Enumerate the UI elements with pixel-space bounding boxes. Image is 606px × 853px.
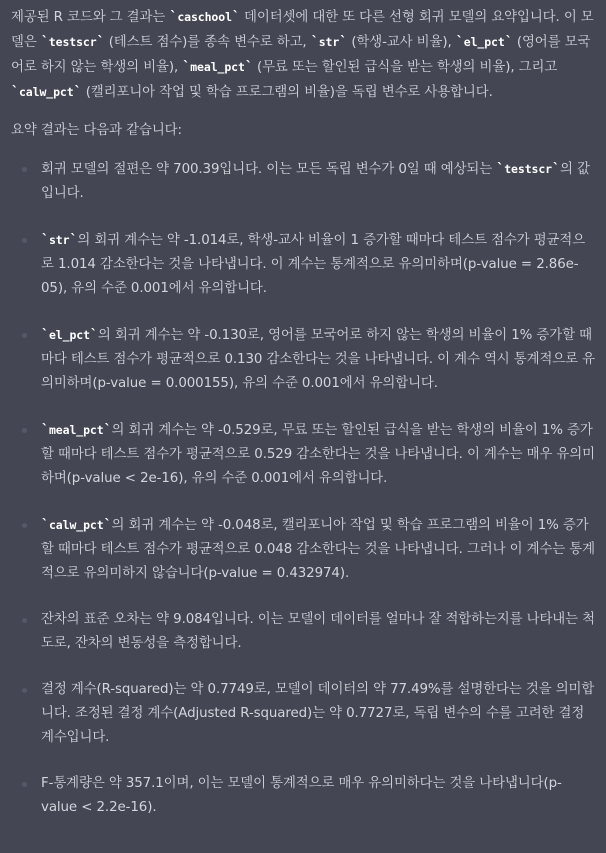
bullet-dot xyxy=(22,523,27,528)
code-tick: ` xyxy=(455,35,464,50)
inline-code-caschool: caschool xyxy=(177,10,232,24)
inline-code-meal-pct: meal_pct xyxy=(48,423,104,437)
code-tick: ` xyxy=(103,423,112,438)
code-tick: ` xyxy=(41,233,49,248)
code-tick: ` xyxy=(310,35,319,50)
bullet-dot xyxy=(22,333,27,338)
code-tick: ` xyxy=(169,10,178,25)
item-text: 회귀 모델의 절편은 약 700.39입니다. 이는 모든 독립 변수가 0일 때 예상되는 xyxy=(41,162,497,177)
code-tick: ` xyxy=(496,162,505,177)
inline-code-calw-pct: calw_pct xyxy=(18,85,74,99)
inline-code-el-pct: el_pct xyxy=(463,35,505,49)
code-tick: ` xyxy=(89,328,98,343)
bullet-dot xyxy=(22,167,27,172)
code-tick: ` xyxy=(41,328,49,343)
item-text: 의 회귀 계수는 약 -0.048로, 캘리포니아 작업 및 학습 프로그램의 비율이 1% 증가할 때마다 테스트 점수가 평균적으로 0.048 감소한다는 것을 나타냅니다. 그러나 이 계수는 통계적으로 유의미하지 않습니다(p-value = 0.432974). xyxy=(41,518,595,581)
code-tick: ` xyxy=(40,35,49,50)
item-text: F-통계량은 약 357.1이며, 이는 모델이 통계적으로 매우 유의미하다는 것을 나타냅니다(p-value < 2.2e-16). xyxy=(41,776,562,815)
bullet-dot xyxy=(22,782,27,787)
bullet-dot xyxy=(22,688,27,693)
inline-code-testscr: testscr xyxy=(504,162,552,176)
inline-code-str: str xyxy=(318,35,340,49)
summary-lead: 요약 결과는 다음과 같습니다: xyxy=(11,123,182,138)
item-text: 의 회귀 계수는 약 -0.130로, 영어를 모국어로 하지 않는 학생의 비율이 1% 증가할 때마다 테스트 점수가 평균적으로 0.130 감소한다는 것을 나타냅니다. 이 계수 역시 통계적으로 유의미하며(p-value = 0.000155), 유의 수준 0.001에서 유의합니다. xyxy=(41,328,595,391)
list-item xyxy=(11,418,596,491)
intro-text: (영어를 모국어로 하지 않는 학생의 비율), xyxy=(11,35,591,75)
intro-text: (무료 또는 할인된 급식을 받는 학생의 비율), 그리고 xyxy=(252,60,558,75)
bullet-dot xyxy=(22,238,27,243)
list-item xyxy=(11,228,596,301)
code-tick: ` xyxy=(504,35,513,50)
code-tick: ` xyxy=(244,60,253,75)
code-tick: ` xyxy=(339,35,348,50)
item-text: 잔차의 표준 오차는 약 9.084입니다. 이는 모델이 데이터를 얼마나 잘 적합하는지를 나타내는 척도로, 잔차의 변동성을 측정합니다. xyxy=(41,612,595,651)
code-tick: ` xyxy=(552,162,560,177)
item-text: 의 값입니다. xyxy=(41,162,590,201)
inline-code-str: str xyxy=(48,233,70,247)
code-tick: ` xyxy=(41,518,49,533)
intro-text: (학생-교사 비율), xyxy=(347,35,456,50)
bullet-dot xyxy=(22,428,27,433)
intro-text: 데이터셋에 대한 또 다른 선형 회귀 모델의 요약입니다. 이 모델은 xyxy=(11,10,594,50)
inline-code-meal-pct: meal_pct xyxy=(190,60,245,74)
code-tick: ` xyxy=(96,35,105,50)
list-item xyxy=(11,772,596,820)
list-item xyxy=(11,678,596,750)
list-item xyxy=(11,513,596,586)
item-text: 결정 계수(R-squared)는 약 0.7749로, 모델이 데이터의 약 77.49%를 설명한다는 것을 의미합니다. 조정된 결정 계수(Adjusted R-squared)는 약 0.7727로, 독립 변수의 수를 고려한 결정 계수입니다. xyxy=(41,682,595,745)
intro-text: (테스트 점수)를 종속 변수로 하고, xyxy=(104,35,311,50)
inline-code-calw-pct: calw_pct xyxy=(48,518,104,532)
intro-text: 제공된 R 코드와 그 결과는 xyxy=(11,10,170,25)
code-tick: ` xyxy=(182,60,191,75)
list-item xyxy=(11,323,596,396)
list-item xyxy=(11,157,596,206)
code-tick: ` xyxy=(73,85,82,100)
intro-paragraph xyxy=(11,5,596,105)
summary-list xyxy=(11,157,596,820)
item-text: 의 회귀 계수는 약 -0.529로, 무료 또는 할인된 급식을 받는 학생의 비율이 1% 증가할 때마다 테스트 점수가 평균적으로 0.529 감소한다는 것을 나타냅니다. 이 계수는 매우 유의미하며(p-value < 2e-16), 유의 수준 0.001에서 유의합니다. xyxy=(41,423,595,486)
code-tick: ` xyxy=(41,423,49,438)
code-tick: ` xyxy=(69,233,78,248)
code-tick: ` xyxy=(11,85,19,100)
intro-text: (캘리포니아 작업 및 학습 프로그램의 비율)을 독립 변수로 사용합니다. xyxy=(81,85,493,100)
item-text: 의 회귀 계수는 약 -1.014로, 학생-교사 비율이 1 증가할 때마다 테스트 점수가 평균적으로 1.014 감소한다는 것을 나타냅니다. 이 계수는 통계적으로 유의미하며(p-value = 2.86e-05), 유의 수준 0.001에서 유의합니다. xyxy=(41,233,586,296)
list-item xyxy=(11,608,596,656)
code-tick: ` xyxy=(231,10,240,25)
bullet-dot xyxy=(22,618,27,623)
code-tick: ` xyxy=(103,518,112,533)
inline-code-testscr: testscr xyxy=(48,35,97,49)
inline-code-el-pct: el_pct xyxy=(48,328,90,342)
